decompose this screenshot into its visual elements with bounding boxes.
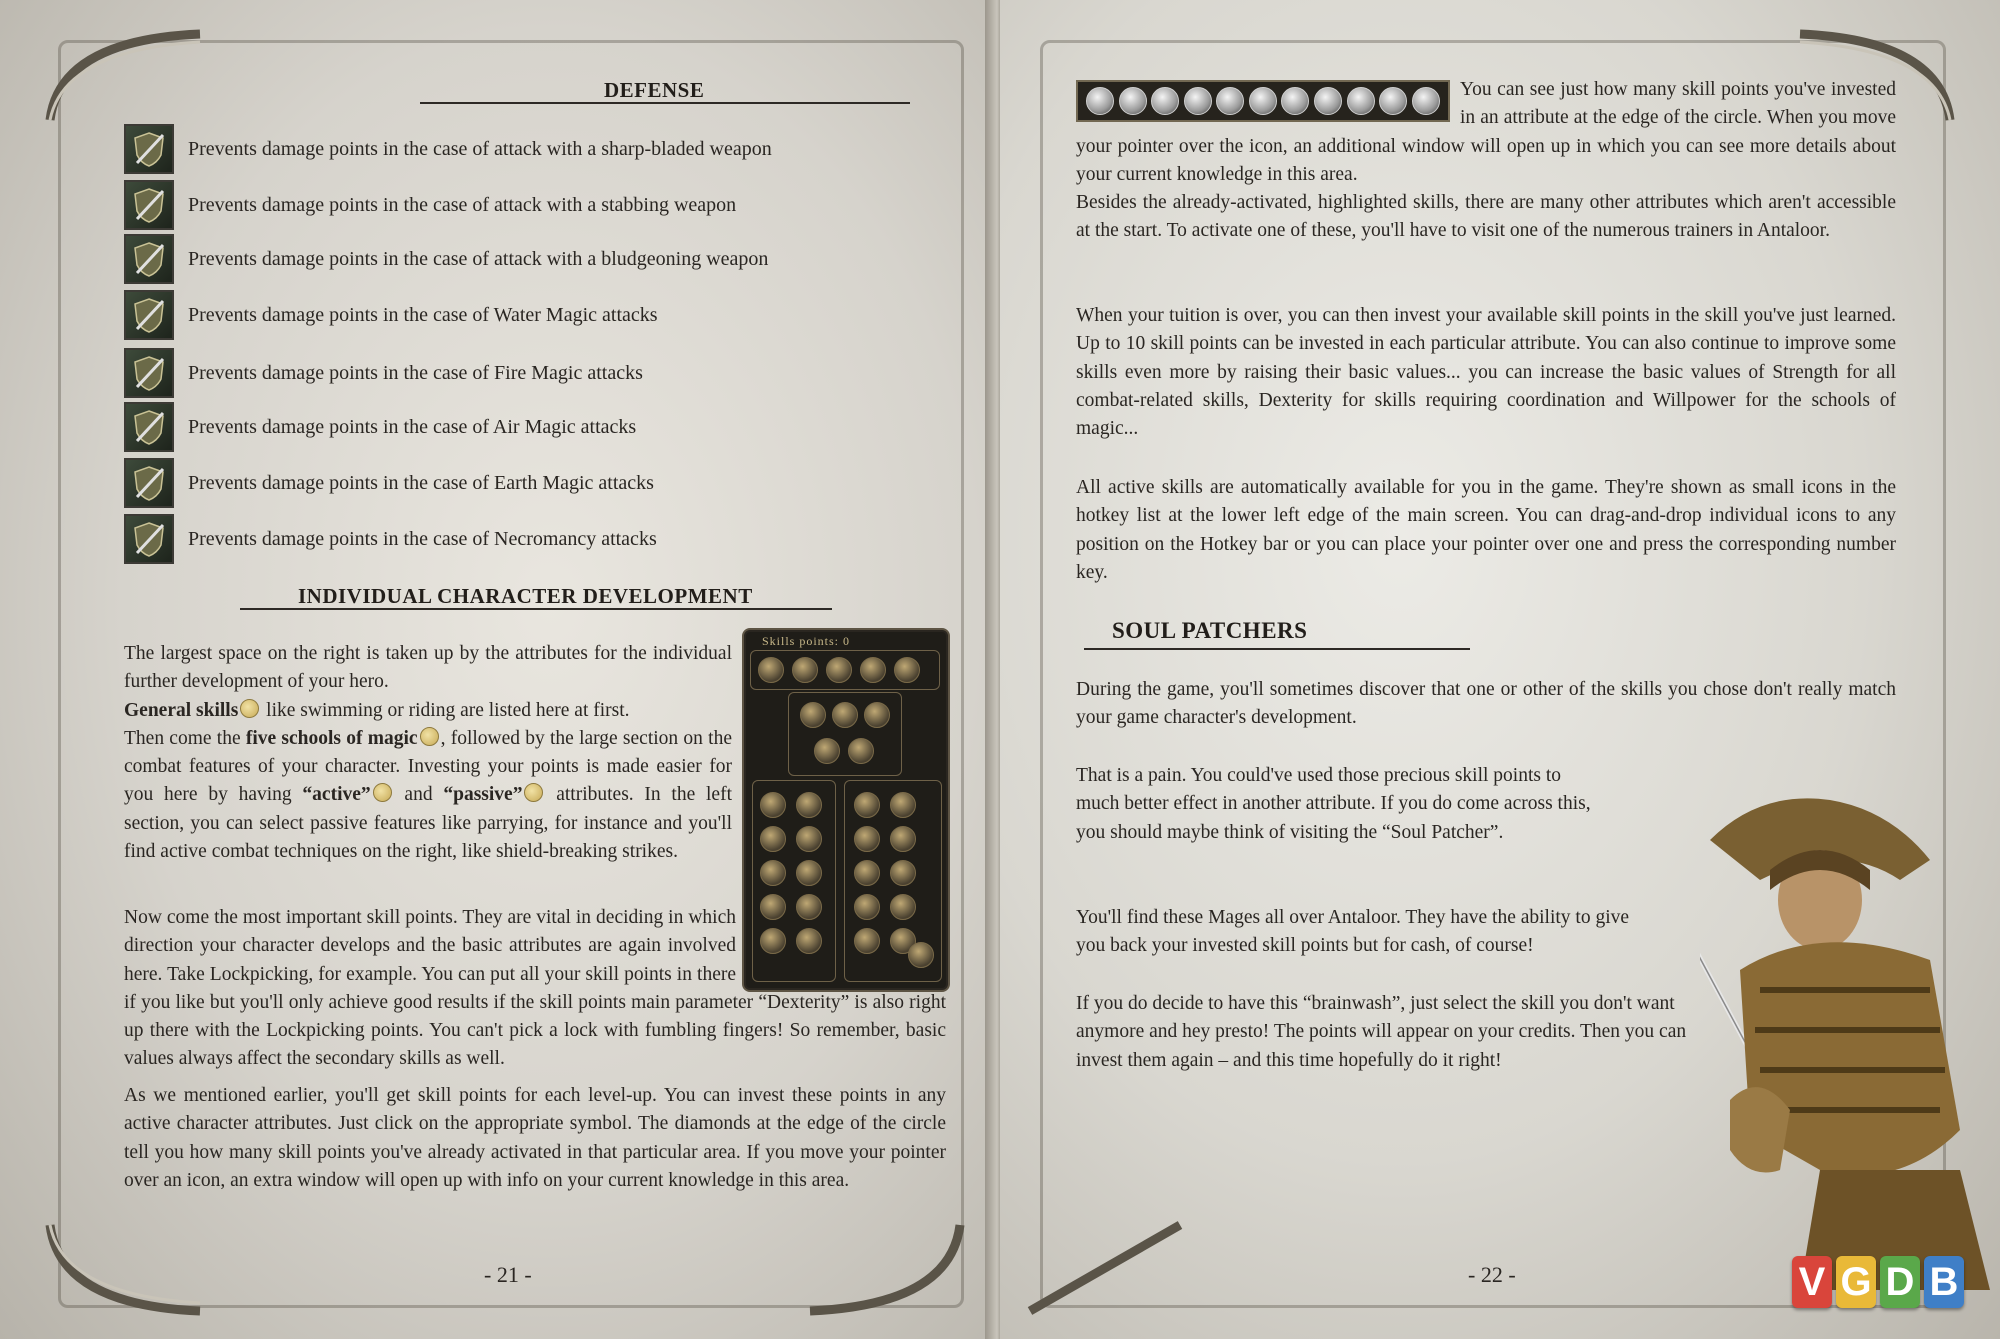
defense-description: Prevents damage points in the case of Water Magic attacks bbox=[188, 303, 658, 326]
soul-patchers-title: SOUL PATCHERS bbox=[1112, 618, 1308, 643]
defense-description: Prevents damage points in the case of Fire Magic attacks bbox=[188, 361, 643, 384]
title-underline bbox=[420, 102, 910, 104]
earth-shield-icon bbox=[124, 458, 174, 508]
combat-skill-icon bbox=[760, 894, 786, 920]
active-skills-paragraph: All active skills are automatically available for you in the game. They're shown as small icons in the hotkey list at the lower left edge of the main screen. You can drag-and-drop individual icons to any position on the Hotkey bar or you can place your pointer over one and press the corresponding number key. bbox=[1076, 477, 1896, 583]
magic-skill-icon bbox=[832, 702, 858, 728]
ornament-corner bbox=[800, 1215, 970, 1325]
combat-skill-icon bbox=[854, 826, 880, 852]
title-underline bbox=[240, 608, 832, 610]
combat-skill-icon bbox=[854, 860, 880, 886]
logo-letter: D bbox=[1880, 1256, 1920, 1308]
defense-row bbox=[124, 402, 636, 452]
defense-description: Prevents damage points in the case of attack with a sharp-bladed weapon bbox=[188, 137, 772, 160]
combat-skill-icon bbox=[890, 860, 916, 886]
defense-description: Prevents damage points in the case of Air Magic attacks bbox=[188, 415, 637, 438]
passive-label: “passive” bbox=[443, 784, 523, 806]
text-run: attributes. In the left section, you can select passive features like parrying, for instance and you'll find active combat techniques on the right, like shield-breaking strikes. bbox=[124, 784, 732, 863]
text-run: Now come the most important skill points. They are vital in deciding in which direction your character develops and the basic attributes are again involved here. Take Lockpicking, for example. You can put all your skill points in there if you like but you'll only achieve good results if the skill points main parameter “Dexterity” is also right up there with the Lockpicking points. You can't pick a lock with fumbling fingers! So remember, basic values always affect the secondary skills as well. bbox=[124, 907, 946, 1070]
combat-skill-icon bbox=[854, 792, 880, 818]
defense-row bbox=[124, 124, 772, 174]
combat-skill-icon bbox=[890, 826, 916, 852]
magic-skill-icon bbox=[814, 738, 840, 764]
vgdb-watermark-logo bbox=[1792, 1256, 1964, 1308]
tuition-paragraph: When your tuition is over, you can then invest your available skill points in the skill you've just learned. Up to 10 skill points can be invested in each particular attribute. You can also continue to improve some skills even more by raising their basic values... you can increase the basic values of Strength for all combat-related skills, Dexterity for skills requiring coordination and Willpower for the schools of magic... bbox=[1076, 305, 1896, 440]
page-number: - 22 - bbox=[1468, 1262, 1516, 1287]
skills-points-header: Skills points: 0 bbox=[762, 634, 851, 648]
text-run: like swimming or riding are listed here at first. bbox=[261, 699, 630, 721]
skill-icon bbox=[826, 657, 852, 683]
defense-description: Prevents damage points in the case of attack with a bludgeoning weapon bbox=[188, 247, 769, 270]
ornament-corner bbox=[1020, 1215, 1190, 1325]
fire-shield-icon bbox=[124, 348, 174, 398]
defense-description: Prevents damage points in the case of attack with a stabbing weapon bbox=[188, 193, 737, 216]
samurai-warrior-illustration bbox=[1700, 770, 1990, 1290]
active-label: “active” bbox=[302, 784, 371, 806]
logo-letter: G bbox=[1836, 1256, 1876, 1308]
soul-paragraph-4: If you do decide to have this “brainwash”, just select the skill you don't want anymore and hey presto! The points will appear on your credits. Then you can invest them again – and this time hopefully do it right! bbox=[1076, 993, 1687, 1071]
text-run: Then come the bbox=[124, 727, 246, 749]
spear-shield-icon bbox=[124, 180, 174, 230]
text-run: The largest space on the right is taken up by the attributes for the individual further development of your hero. bbox=[124, 643, 732, 693]
combat-skill-icon bbox=[796, 860, 822, 886]
defense-description: Prevents damage points in the case of Necromancy attacks bbox=[188, 527, 657, 550]
defense-row bbox=[124, 234, 768, 284]
combat-skill-icon bbox=[796, 826, 822, 852]
defense-row bbox=[124, 290, 658, 340]
combat-skill-icon bbox=[890, 792, 916, 818]
float-spacer bbox=[1076, 76, 1460, 132]
skill-icon bbox=[758, 657, 784, 683]
combat-skill-icon bbox=[796, 894, 822, 920]
mace-shield-icon bbox=[124, 234, 174, 284]
combat-skill-icon bbox=[854, 928, 880, 954]
marker-dot-icon bbox=[240, 699, 259, 718]
magic-skill-icon bbox=[864, 702, 890, 728]
marker-dot-icon bbox=[524, 783, 543, 802]
ornament-corner bbox=[40, 20, 210, 130]
schools-of-magic-label: five schools of magic bbox=[245, 727, 418, 749]
general-skills-label: General skills bbox=[124, 699, 239, 721]
logo-letter: B bbox=[1924, 1256, 1964, 1308]
combat-skill-icon bbox=[760, 826, 786, 852]
logo-letter: V bbox=[1792, 1256, 1832, 1308]
water-shield-icon bbox=[124, 290, 174, 340]
combat-skill-icon bbox=[796, 928, 822, 954]
marker-dot-icon bbox=[373, 783, 392, 802]
level-up-paragraph: As we mentioned earlier, you'll get skill points for each level-up. You can invest these points in any active character attributes. Just click on the appropriate symbol. The diamonds at the edge of the circle tell you how many skill points you've already activated in that particular area. If you move your pointer over an icon, an extra window will open up with info on your current knowledge in this area. bbox=[124, 1085, 946, 1191]
air-shield-icon bbox=[124, 402, 174, 452]
sword-shield-icon bbox=[124, 124, 174, 174]
combat-skill-icon bbox=[890, 894, 916, 920]
combat-skill-icon bbox=[854, 894, 880, 920]
soul-paragraph-3: You'll find these Mages all over Antaloor. They have the ability to give you back your invested skill points but for cash, of course! bbox=[1076, 907, 1630, 957]
defense-title: DEFENSE bbox=[604, 78, 705, 102]
skill-icon bbox=[860, 657, 886, 683]
page-number: - 21 - bbox=[484, 1262, 532, 1287]
text-run: , followed by the large section on the combat features of your character. Investing your points is made easier for you here by having bbox=[124, 727, 732, 806]
skill-icon bbox=[894, 657, 920, 683]
combat-skill-icon bbox=[908, 942, 934, 968]
marker-dot-icon bbox=[420, 727, 439, 746]
skills-panel-screenshot bbox=[742, 628, 950, 992]
defense-description: Prevents damage points in the case of Earth Magic attacks bbox=[188, 471, 654, 494]
title-underline bbox=[1084, 648, 1470, 650]
intro-paragraph bbox=[1076, 76, 1896, 246]
soul-paragraph-2: That is a pain. You could've used those precious skill points to much better effect in another attribute. If you do come across this, you should maybe think of visiting the “Soul Patcher”. bbox=[1076, 765, 1591, 843]
text-run: Besides the already-activated, highlighted skills, there are many other attributes which aren't accessible at the start. To activate one of these, you'll have to visit one of the numerous trainers in Antaloor. bbox=[1076, 192, 1896, 242]
defense-row bbox=[124, 514, 657, 564]
combat-skill-icon bbox=[760, 860, 786, 886]
ornament-corner bbox=[40, 1215, 210, 1325]
defense-row bbox=[124, 180, 736, 230]
combat-skill-icon bbox=[760, 792, 786, 818]
text-run: and bbox=[393, 784, 444, 806]
necromancy-shield-icon bbox=[124, 514, 174, 564]
development-title: INDIVIDUAL CHARACTER DEVELOPMENT bbox=[298, 584, 753, 608]
soul-paragraph-1: During the game, you'll sometimes discover that one or other of the skills you chose don't really match your game character's development. bbox=[1076, 679, 1896, 729]
defense-row bbox=[124, 348, 643, 398]
combat-skill-icon bbox=[796, 792, 822, 818]
defense-row bbox=[124, 458, 654, 508]
magic-skill-icon bbox=[800, 702, 826, 728]
skill-icon bbox=[792, 657, 818, 683]
text-run: You can see just how many skill points you've invested in an attribute at the edge of the circle. When you move your pointer over the icon, an additional window will open up in which you can see more details about your current knowledge in this area. bbox=[1076, 79, 1896, 185]
magic-skill-icon bbox=[848, 738, 874, 764]
development-paragraph bbox=[124, 640, 732, 866]
combat-skill-icon bbox=[760, 928, 786, 954]
